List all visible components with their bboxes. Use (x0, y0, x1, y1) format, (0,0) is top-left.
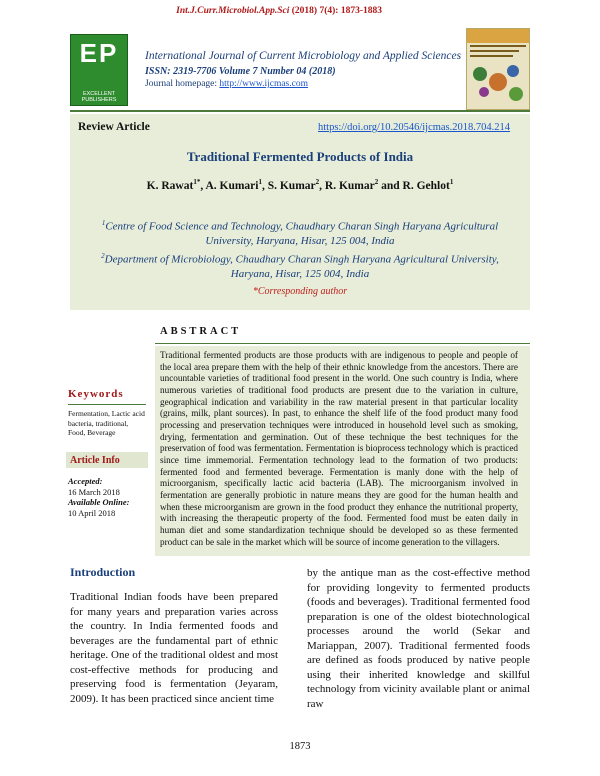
keywords-list: Fermentation, Lactic acid bacteria, traditional, Food, Beverage (68, 409, 145, 437)
article-info-heading: Article Info (70, 455, 120, 466)
abstract-divider (155, 343, 530, 344)
accepted-label: Accepted: (68, 476, 103, 486)
author-affiliation-mark: 2 (374, 178, 379, 186)
article-type: Review Article (78, 121, 150, 133)
homepage-link[interactable]: http://www.ijcmas.com (219, 79, 308, 89)
affiliations: $^1$Centre of Food Science and Technology, Chaudhary Charan Singh Haryana Agricultural University, Haryana, Hisar, 125 004, India $^2$Department of Microbiology, Chaudhary Charan Singh Haryana Agricultural University, Haryana, Hisar, 125 004, India (101, 219, 499, 280)
keywords-divider (68, 404, 146, 405)
logo-letters: EP (79, 38, 119, 68)
accepted-date: 16 March 2018 (68, 486, 120, 497)
journal-title: International Journal of Current Microbiology and Applied Sciences (145, 50, 462, 62)
abstract-text: Traditional fermented products are those products with are indigenous to people and people of the local area prepare them with the help of their ethnic knowledge from the ancestors. There are uncountable varieties of traditional food present in the world. One such country is India, where numerous varieties of traditional food products are present due to the variation in culture, geographical indication and variability in the raw material present in that particular locality (grains, milk, plant sources). In past, to enhance the shelf life of the food product many food processing and preservation techniques were introduced in household level such as smoking, drying, fermentation and germination. Out of these technique the best techniques for the preservation of food was fermentation. Fermentation is bioprocess technology which is practiced since time immemorial. Fermentation technology lead to the formation of two products: fermented food and fermented beverage. Fermentation is manly done with the help of microorganism, specifically lactic acid bacteria (LAB). The microorganism involved in fermentation are generally probiotic in nature means they are good for the human health and when these microorganism are grown in the food product they enhance the nutritional property, with increasing the therapeutic property of the food. Fermented food must be eaten daily in human diet and some standardization technique should be developed so as these fermented product can be sale in the market which will be source of income generation to the villagers. (160, 350, 518, 547)
abstract-heading: ABSTRACT (160, 326, 242, 337)
corresponding-author-note: *Corresponding author (252, 286, 348, 297)
author-name: R. Kumar (324, 179, 375, 192)
page-number: 1873 (289, 741, 311, 752)
issn-line: ISSN: 2319-7706 Volume 7 Number 04 (2018) (145, 66, 336, 77)
author-name: A. Kumari (205, 179, 259, 192)
author-name: S. Kumar (267, 179, 316, 192)
author-affiliation-mark: 1 (258, 178, 262, 186)
journal-reference (0, 6, 600, 16)
author-affiliation-mark: 1* (193, 178, 201, 186)
online-date: 10 April 2018 (68, 507, 116, 518)
author-name: R. Gehlot (402, 179, 450, 192)
homepage-label: Journal homepage: (145, 79, 220, 89)
body-column-left: Traditional Indian foods have been prepared for many years and preparation varies across the country. In India fermented foods and beverages are the fundamental part of ethnic heritage. One of the traditional oldest and most cost-effective methods for producing and preserving food is fermentation (Jeyaram, 2009). It has been practiced since ancient time (70, 591, 278, 705)
journal-volume-pages: (2018) 7(4): 1873-1883 (289, 6, 382, 16)
header-divider (70, 110, 530, 112)
article-title: Traditional Fermented Products of India (186, 149, 414, 164)
author-list: K. Rawat$^{1*}$, A. Kumari$^1$, S. Kumar$^2$, R. Kumar$^2$ and R. Gehlot$^1$ (146, 178, 454, 192)
keywords-heading: Keywords (68, 388, 124, 400)
author-affiliation-mark: 1 (449, 178, 454, 186)
online-label: Available Online: (68, 497, 130, 507)
publisher-logo (70, 34, 128, 106)
affiliation-2: Department of Microbiology, Chaudhary Charan Singh Haryana Agricultural University, Haryana, Hisar, 125 004, India (104, 253, 499, 280)
introduction-heading: Introduction (70, 565, 136, 579)
article-dates (68, 476, 154, 518)
logo-caption: EXCELLENT PUBLISHERS (81, 91, 117, 103)
doi-link[interactable]: https://doi.org/10.20546/ijcmas.2018.704.214 (318, 122, 511, 133)
body-column-right: by the antique man as the cost-effective method for providing longevity to fermented products (foods and beverages). Traditional fermented food preparation is one of the oldest biotechnological processes around the world (Sekar and Mariappan, 2007). Traditional fermented foods are defined as foods produced by native people using their inherited knowledge and skillful technology from vicinity available plant or animal raw (307, 567, 530, 710)
journal-cover-image (466, 28, 530, 110)
journal-homepage (145, 79, 308, 89)
author-name: K. Rawat (146, 179, 194, 192)
author-affiliation-mark: 2 (315, 178, 320, 186)
journal-abbrev: Int.J.Curr.Microbiol.App.Sci (176, 6, 290, 16)
affiliation-1: Centre of Food Science and Technology, Chaudhary Charan Singh Haryana Agricultural University, Haryana, Hisar, 125 004, India (105, 220, 499, 248)
